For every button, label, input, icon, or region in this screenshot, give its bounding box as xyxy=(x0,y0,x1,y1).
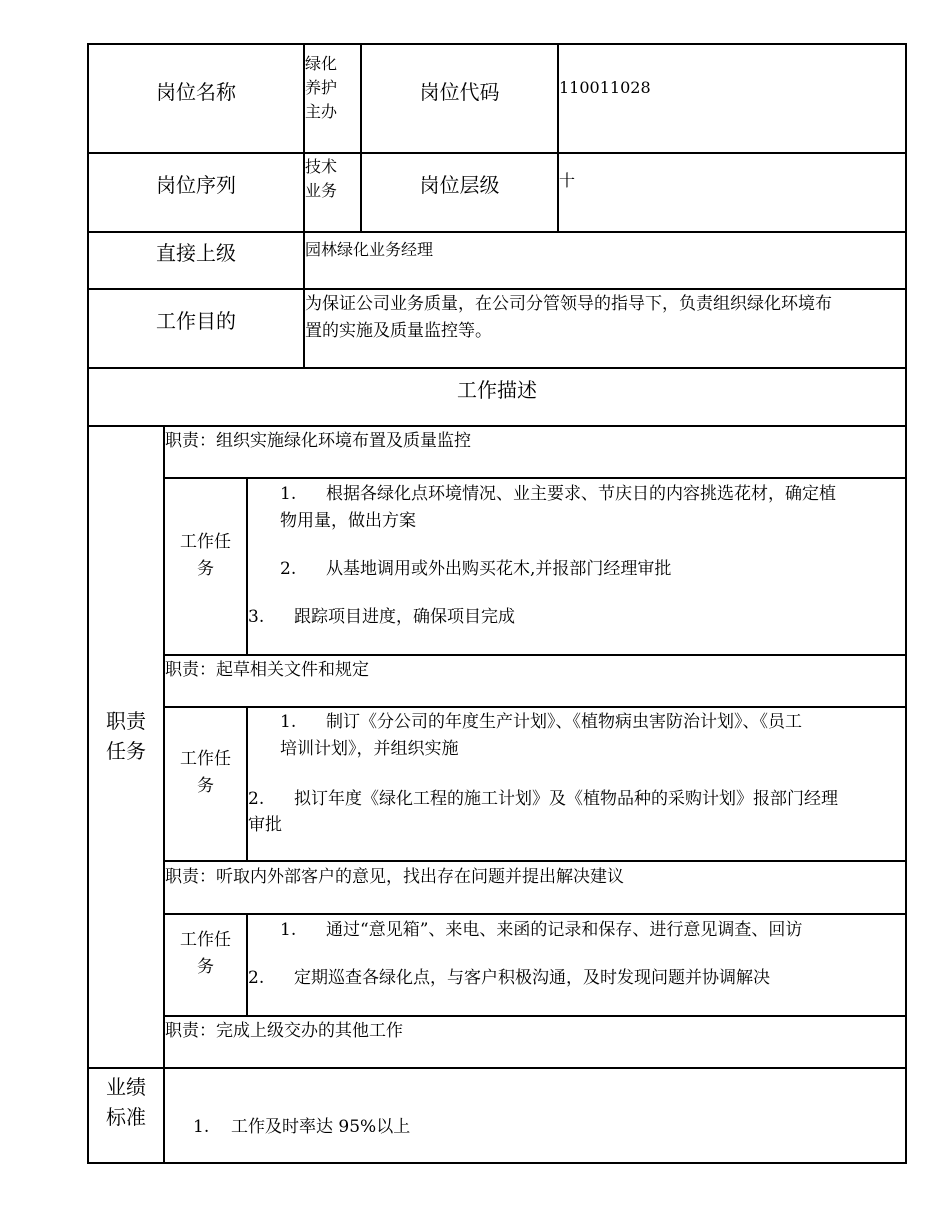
table-border-right xyxy=(905,43,907,1164)
row-divider xyxy=(87,1067,907,1069)
row-divider xyxy=(87,425,907,427)
list-item: 3. 跟踪项目进度，确保项目完成 xyxy=(248,607,515,627)
work-description-title: 工作描述 xyxy=(457,378,537,402)
sequence-value: 技术 业务 xyxy=(305,157,338,200)
list-item: 1. 制订《分公司的年度生产计划》、《植物病虫害防治计划》、《员工 xyxy=(280,712,802,732)
row-divider xyxy=(164,913,907,915)
duty-title: 职责：听取内外部客户的意见，找出存在问题并提出解决建议 xyxy=(165,867,624,887)
superior-label: 直接上级 xyxy=(156,241,236,265)
row-divider xyxy=(164,860,907,862)
list-item-continuation: 培训计划》，并组织实施 xyxy=(280,739,459,759)
list-item: 2. 定期巡查各绿化点，与客户积极沟通，及时发现问题并协调解决 xyxy=(248,968,770,988)
task-label: 工作任 务 xyxy=(180,930,231,977)
purpose-value: 为保证公司业务质量，在公司分管领导的指导下，负责组织绿化环境布 置的实施及质量监控等。 xyxy=(305,294,832,341)
list-item-continuation: 物用量，做出方案 xyxy=(280,511,416,531)
position-code-value: 110011028 xyxy=(559,78,651,97)
row-divider xyxy=(164,654,907,656)
row-divider xyxy=(164,706,907,708)
row-divider xyxy=(87,367,907,369)
superior-value: 园林绿化业务经理 xyxy=(305,240,434,259)
duty-title: 职责：起草相关文件和规定 xyxy=(165,660,369,680)
level-label: 岗位层级 xyxy=(419,173,500,197)
row-divider xyxy=(164,1015,907,1017)
table-border-left xyxy=(87,43,89,1164)
purpose-label: 工作目的 xyxy=(156,309,236,333)
list-item: 1. 根据各绿化点环境情况、业主要求、节庆日的内容挑选花材，确定植 xyxy=(280,484,836,504)
level-value: 十 xyxy=(559,171,576,190)
list-item: 1. 通过“意见箱”、来电、来函的记录和保存、进行意见调查、回访 xyxy=(280,920,803,940)
duty-title: 职责：完成上级交办的其他工作 xyxy=(165,1021,403,1041)
responsibilities-label: 职责 任务 xyxy=(106,709,146,763)
list-item: 2. 从基地调用或外出购买花木,并报部门经理审批 xyxy=(280,559,672,579)
position-name-value: 绿化 养护 主办 xyxy=(305,54,338,121)
list-item-continuation: 审批 xyxy=(248,815,282,835)
duty-title: 职责：组织实施绿化环境布置及质量监控 xyxy=(165,431,471,451)
table-border-top xyxy=(87,43,907,45)
task-label: 工作任 务 xyxy=(180,749,231,796)
list-item: 1. 工作及时率达 95%以上 xyxy=(193,1117,411,1137)
table-border-bottom xyxy=(87,1162,907,1164)
task-label: 工作任 务 xyxy=(180,532,231,579)
row-divider xyxy=(87,152,907,154)
performance-label: 业绩 标准 xyxy=(106,1075,146,1129)
sequence-label: 岗位序列 xyxy=(156,173,236,197)
position-name-label: 岗位名称 xyxy=(156,80,236,104)
row-divider xyxy=(87,288,907,290)
list-item: 2. 拟订年度《绿化工程的施工计划》及《植物品种的采购计划》报部门经理 xyxy=(248,789,838,809)
position-code-label: 岗位代码 xyxy=(419,80,500,104)
col-divider xyxy=(557,43,559,233)
col-divider xyxy=(360,43,362,233)
row-divider xyxy=(164,477,907,479)
row-divider xyxy=(87,231,907,233)
